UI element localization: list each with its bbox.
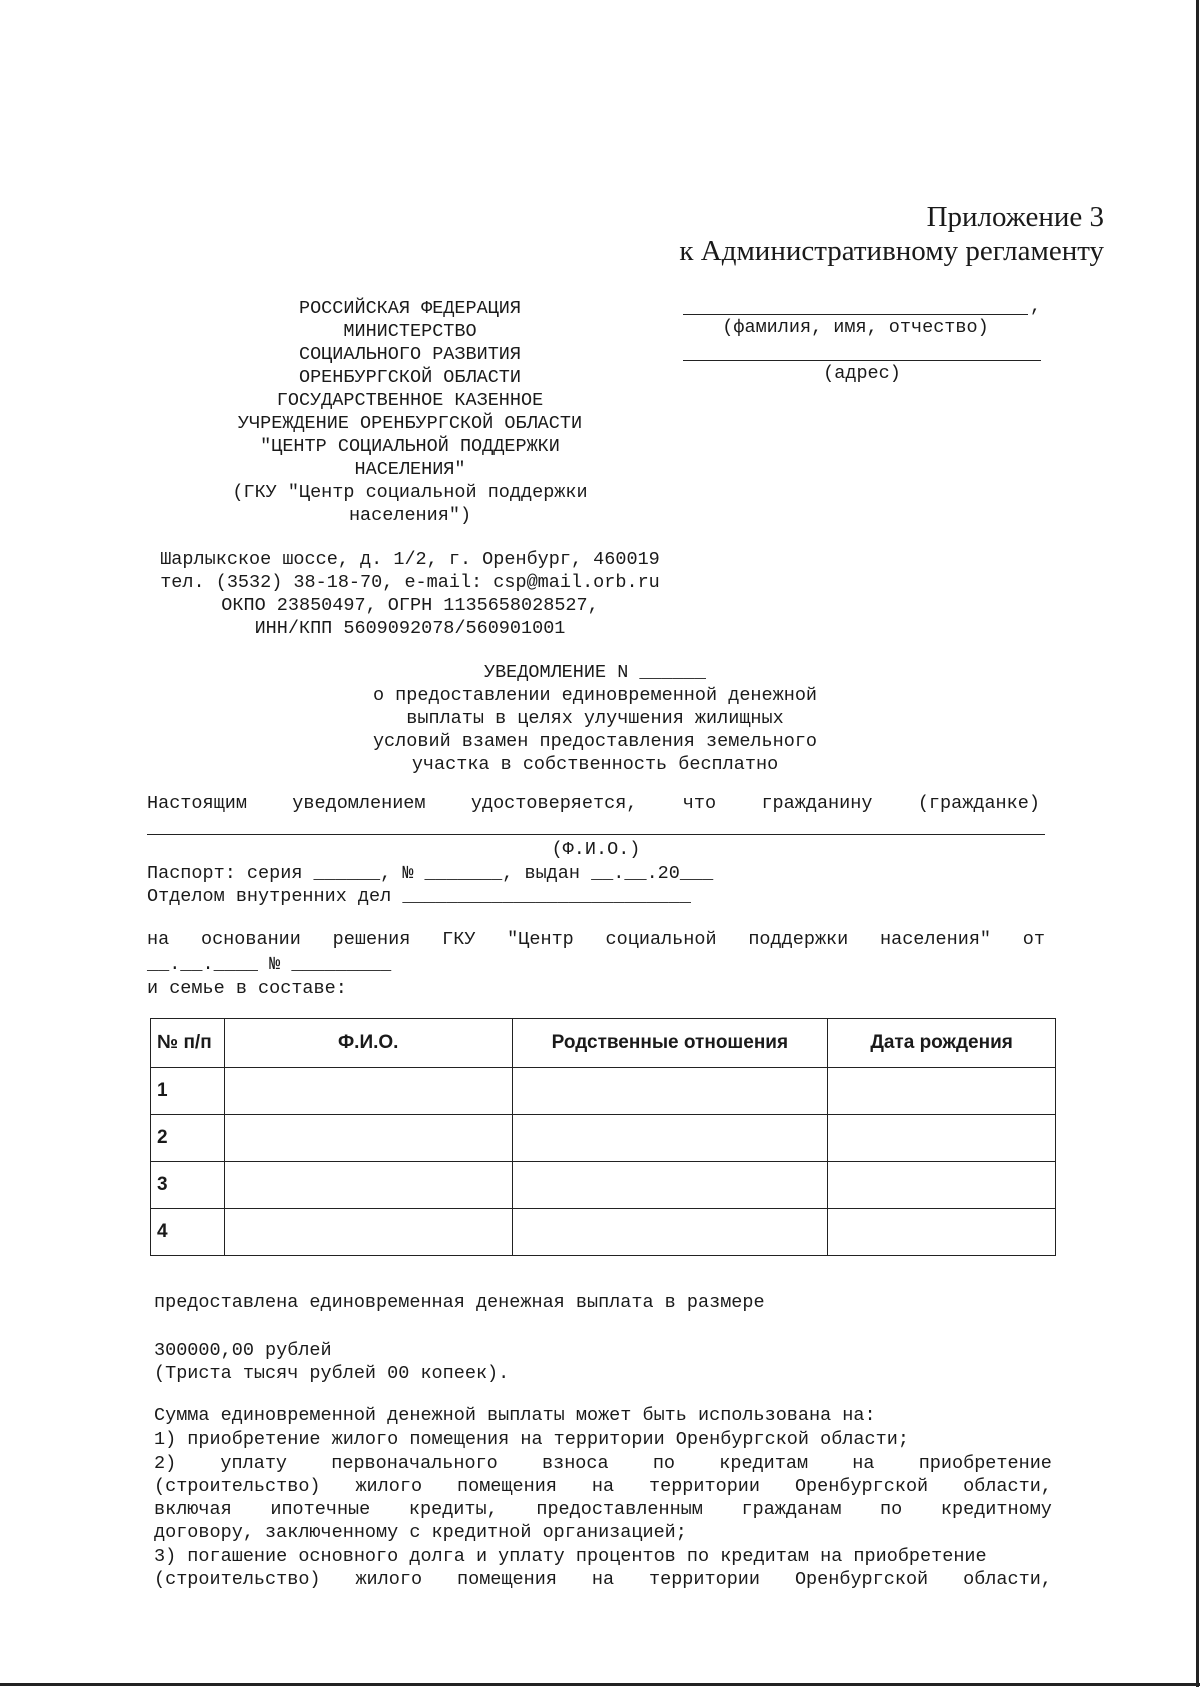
- table-row: [151, 1115, 1056, 1162]
- notice-title-block: [330, 661, 860, 776]
- usage-word: (строительство): [154, 1476, 321, 1497]
- header-relation: Родственные отношения: [512, 1019, 828, 1068]
- org-line: (ГКУ "Центр социальной поддержки: [232, 482, 588, 503]
- cert-word: что: [682, 793, 717, 814]
- address-line: ОКПО 23850497, ОГРН 1135658028527,: [221, 595, 599, 616]
- table-row: [151, 1209, 1056, 1256]
- recipient-address-caption: (адрес): [823, 363, 901, 384]
- basis-word: ГКУ: [442, 929, 476, 950]
- usage-word: территории: [648, 1476, 761, 1497]
- cell-birthdate: [828, 1068, 1056, 1115]
- usage-word: территории: [648, 1569, 761, 1590]
- fio-line: [147, 816, 1045, 835]
- org-line: "ЦЕНТР СОЦИАЛЬНОЙ ПОДДЕРЖКИ: [260, 436, 560, 457]
- recipient-name-caption: (фамилия, имя, отчество): [722, 317, 989, 338]
- header-number: № п/п: [151, 1019, 225, 1068]
- recipient-address-line: [683, 338, 1041, 361]
- recipient-name-line: [683, 292, 1028, 315]
- usage-word: на: [591, 1569, 615, 1590]
- cell-fio: [224, 1068, 512, 1115]
- cell-fio: [224, 1209, 512, 1256]
- address-line: Шарлыкское шоссе, д. 1/2, г. Оренбург, 460019: [160, 549, 660, 570]
- org-line: ГОСУДАРСТВЕННОЕ КАЗЕННОЕ: [276, 390, 544, 411]
- cell-relation: [512, 1115, 828, 1162]
- table-header-row: [151, 1019, 1056, 1068]
- basis-line: [147, 928, 1045, 951]
- department-line: Отделом внутренних дел __________________________: [147, 886, 691, 907]
- basis-word: поддержки: [748, 929, 849, 950]
- usage-item-2-line-2: [154, 1475, 1052, 1498]
- basis-word: населения": [880, 929, 992, 950]
- usage-word: первоначального: [331, 1453, 498, 1474]
- basis-word: на: [147, 929, 170, 950]
- passport-line: Паспорт: серия ______, № _______, выдан __.__.20___: [147, 863, 714, 884]
- usage-word: включая: [154, 1499, 232, 1520]
- org-line: МИНИСТЕРСТВО: [343, 321, 477, 342]
- cell-birthdate: [828, 1115, 1056, 1162]
- usage-word: на: [591, 1476, 615, 1497]
- cell-relation: [512, 1068, 828, 1115]
- usage-item-2-line-3: [154, 1498, 1052, 1521]
- page-edge-bottom: [0, 1683, 1200, 1686]
- usage-word: ипотечные: [270, 1499, 371, 1520]
- cell-number: 4: [151, 1209, 225, 1256]
- org-line: ОРЕНБУРГСКОЙ ОБЛАСТИ: [298, 367, 522, 388]
- usage-word: гражданам: [741, 1499, 842, 1520]
- usage-intro: Сумма единовременной денежной выплаты может быть использована на:: [154, 1405, 876, 1426]
- usage-word: Оренбургской: [794, 1476, 929, 1497]
- fio-caption: (Ф.И.О.): [551, 839, 641, 860]
- recipient-comma: ,: [1030, 296, 1042, 317]
- usage-word: кредитам: [719, 1453, 809, 1474]
- usage-word: области,: [963, 1569, 1052, 1590]
- usage-word: жилого: [355, 1569, 423, 1590]
- org-line: СОЦИАЛЬНОГО РАЗВИТИЯ: [298, 344, 522, 365]
- address-line: ИНН/КПП 5609092078/560901001: [254, 618, 566, 639]
- organization-address: [130, 548, 690, 640]
- appendix-line-2: к Административному регламенту: [679, 235, 1104, 267]
- table-row: [151, 1068, 1056, 1115]
- org-line: НАСЕЛЕНИЯ": [354, 459, 466, 480]
- cert-word: Настоящим: [147, 793, 247, 814]
- basis-word: решения: [332, 929, 411, 950]
- org-line: населения"): [348, 505, 472, 526]
- header-fio: Ф.И.О.: [224, 1019, 512, 1068]
- usage-word: взноса: [541, 1453, 609, 1474]
- address-line: тел. (3532) 38-18-70, e-mail: csp@mail.orb.ru: [160, 572, 660, 593]
- basis-word: от: [1022, 929, 1045, 950]
- usage-word: жилого: [355, 1476, 423, 1497]
- cell-relation: [512, 1162, 828, 1209]
- notice-line: условий взамен предоставления земельного: [372, 731, 818, 752]
- org-line: РОССИЙСКАЯ ФЕДЕРАЦИЯ: [298, 298, 522, 319]
- usage-word: на: [852, 1453, 875, 1474]
- cert-word: уведомлением: [292, 793, 426, 814]
- header-birthdate: Дата рождения: [828, 1019, 1056, 1068]
- usage-item-3-line-2: [154, 1568, 1052, 1591]
- usage-word: (строительство): [154, 1569, 321, 1590]
- cell-relation: [512, 1209, 828, 1256]
- family-table: [150, 1018, 1056, 1256]
- organization-block: [195, 297, 625, 527]
- usage-word: кредитному: [940, 1499, 1052, 1520]
- notice-line: участка в собственность бесплатно: [411, 754, 779, 775]
- usage-item-3-line-1: 3) погашение основного долга и уплату процентов по кредитам на приобретение: [154, 1546, 987, 1567]
- cert-word: (гражданке): [917, 793, 1040, 814]
- appendix-line-1: Приложение 3: [926, 201, 1104, 233]
- usage-word: помещения: [457, 1476, 557, 1497]
- cell-fio: [224, 1115, 512, 1162]
- basis-word: социальной: [605, 929, 717, 950]
- page-edge-right: [1196, 0, 1199, 1687]
- usage-word: кредиты,: [408, 1499, 498, 1520]
- cert-word: удостоверяется,: [470, 793, 638, 814]
- cell-number: 1: [151, 1068, 225, 1115]
- usage-word: приобретение: [918, 1453, 1052, 1474]
- table-row: [151, 1162, 1056, 1209]
- basis-date-line: __.__.____ № _________: [147, 954, 392, 975]
- usage-word: предоставленным: [536, 1499, 703, 1520]
- org-line: УЧРЕЖДЕНИЕ ОРЕНБУРГСКОЙ ОБЛАСТИ: [237, 413, 583, 434]
- notice-line: о предоставлении единовременной денежной: [372, 685, 818, 706]
- cell-number: 3: [151, 1162, 225, 1209]
- usage-word: Оренбургской: [794, 1569, 929, 1590]
- cell-birthdate: [828, 1162, 1056, 1209]
- payment-amount: 300000,00 рублей: [154, 1340, 332, 1361]
- usage-word: области,: [963, 1476, 1052, 1497]
- notice-line: выплаты в целях улучшения жилищных: [406, 708, 784, 729]
- notice-title: УВЕДОМЛЕНИЕ N ______: [483, 662, 707, 683]
- usage-item-1: 1) приобретение жилого помещения на территории Оренбургской области;: [154, 1429, 909, 1450]
- usage-word: по: [652, 1453, 676, 1474]
- certification-line: [147, 792, 1040, 815]
- basis-word: "Центр: [507, 929, 574, 950]
- cell-birthdate: [828, 1209, 1056, 1256]
- usage-word: уплату: [220, 1453, 288, 1474]
- cell-fio: [224, 1162, 512, 1209]
- usage-word: помещения: [457, 1569, 557, 1590]
- cell-number: 2: [151, 1115, 225, 1162]
- appendix-header: [600, 200, 1104, 268]
- usage-word: по: [880, 1499, 903, 1520]
- payment-amount-words: (Триста тысяч рублей 00 копеек).: [154, 1363, 510, 1384]
- basis-word: основании: [200, 929, 301, 950]
- cert-word: гражданину: [761, 793, 873, 814]
- usage-item-2-line-1: [154, 1452, 1052, 1475]
- usage-item-2-line-4: договору, заключенному с кредитной организацией;: [154, 1522, 687, 1543]
- payment-granted: предоставлена единовременная денежная выплата в размере: [154, 1292, 765, 1313]
- usage-word: 2): [154, 1453, 177, 1474]
- family-label: и семье в составе:: [147, 978, 347, 999]
